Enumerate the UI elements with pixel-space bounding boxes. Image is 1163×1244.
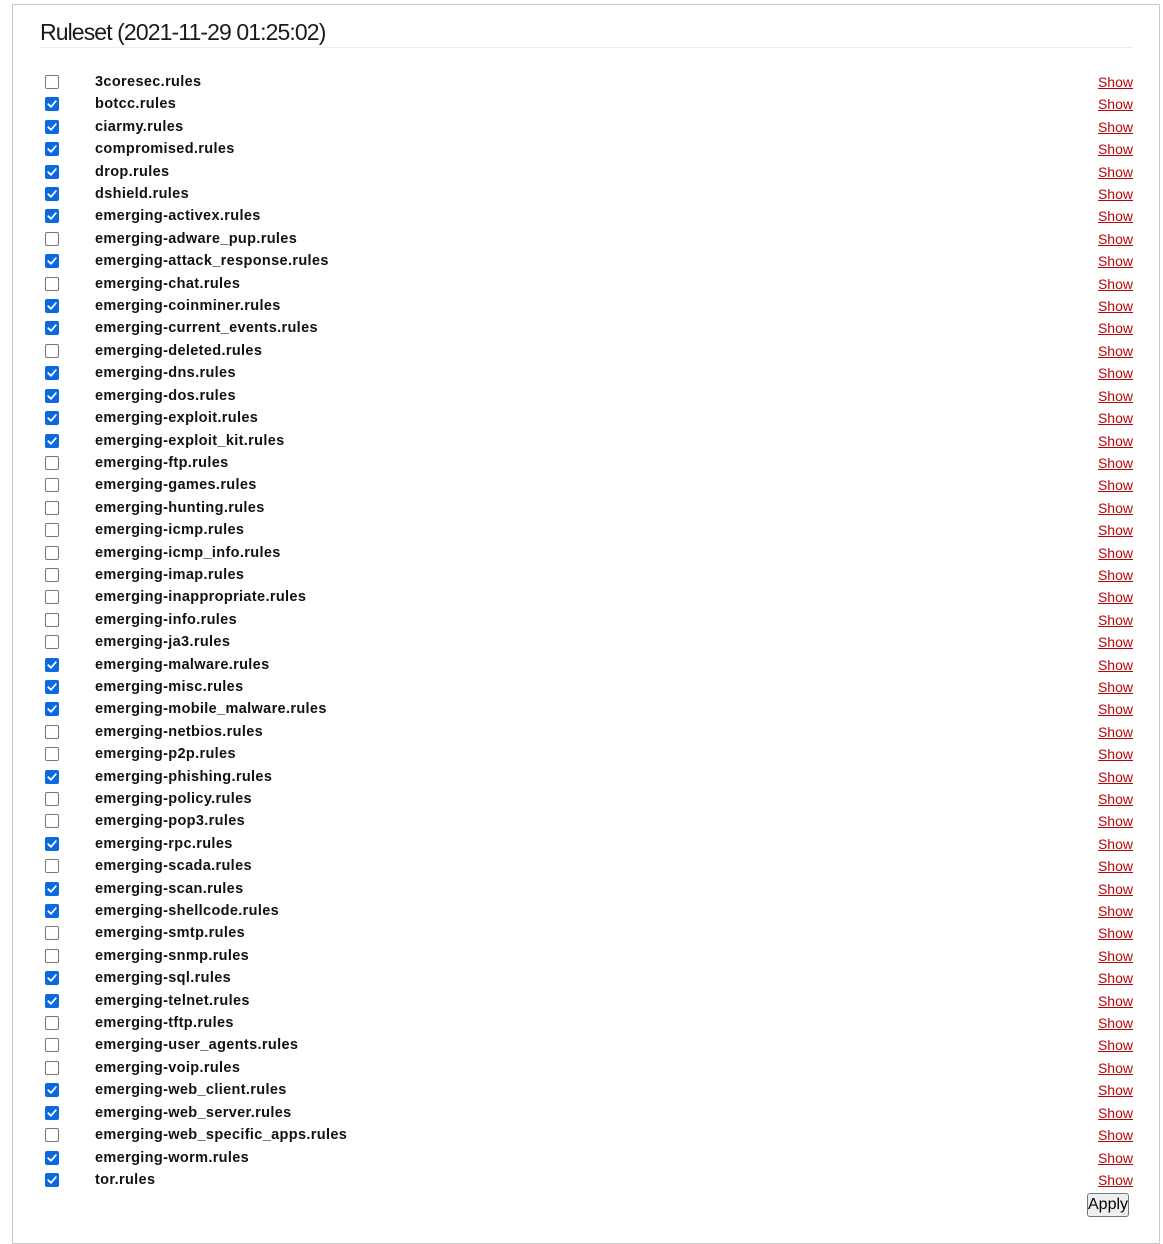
rule-name: emerging-web_server.rules [95,1104,292,1121]
show-link[interactable]: Show [1097,925,1133,942]
rule-row [40,474,1133,496]
rule-row [40,362,1133,384]
rule-name: emerging-misc.rules [95,678,244,695]
rule-row [40,1034,1133,1056]
rule-name: emerging-dns.rules [95,365,236,382]
checkmark-icon [47,1108,57,1118]
rule-checkbox[interactable] [45,994,59,1008]
rule-name: emerging-mobile_malware.rules [95,701,327,718]
show-link[interactable]: Show [1097,1037,1133,1054]
rule-name: emerging-web_specific_apps.rules [95,1127,348,1144]
rule-row [40,250,1133,272]
rule-checkbox[interactable] [45,1151,59,1165]
rule-name: ciarmy.rules [95,118,184,135]
checkmark-icon [47,682,57,692]
rule-row [40,205,1133,227]
checkmark-icon [47,436,57,446]
show-link[interactable]: Show [1097,365,1133,382]
rule-checkbox[interactable] [45,613,59,627]
rule-checkbox[interactable] [45,770,59,784]
rule-name: emerging-netbios.rules [95,723,264,740]
rule-checkbox[interactable] [45,882,59,896]
rule-name: emerging-tftp.rules [95,1015,234,1032]
show-link[interactable]: Show [1097,723,1133,740]
rule-name: emerging-hunting.rules [95,499,265,516]
rule-checkbox[interactable] [45,1106,59,1120]
rule-checkbox[interactable] [45,1016,59,1030]
show-link[interactable]: Show [1097,298,1133,315]
checkmark-icon [47,906,57,916]
apply-button[interactable]: Apply [1087,1193,1129,1217]
rule-checkbox[interactable] [45,792,59,806]
show-link[interactable]: Show [1097,791,1133,807]
rule-row [40,273,1133,295]
rule-name: emerging-scan.rules [95,880,244,897]
rule-row [40,161,1133,183]
checkmark-icon [47,1085,57,1095]
show-link[interactable]: Show [1097,74,1133,90]
checkmark-icon [47,144,57,154]
rule-row [40,407,1133,429]
show-link[interactable]: Show [1097,342,1133,359]
rule-checkbox[interactable] [45,1061,59,1075]
rule-name: emerging-adware_pup.rules [95,230,298,247]
checkmark-icon [47,323,57,333]
rule-name: emerging-current_events.rules [95,320,318,337]
checkmark-icon [47,772,57,782]
rule-name: emerging-policy.rules [95,791,252,807]
show-link[interactable]: Show [1097,634,1133,651]
show-link[interactable]: Show [1097,499,1133,516]
rule-row [40,1079,1133,1101]
show-link[interactable]: Show [1097,656,1133,673]
rule-checkbox[interactable] [45,747,59,761]
rule-row [40,1124,1133,1146]
show-link[interactable]: Show [1097,544,1133,561]
rule-name: emerging-attack_response.rules [95,253,329,270]
rule-row [40,698,1133,720]
rule-row [40,878,1133,900]
rule-name: 3coresec.rules [95,74,202,90]
show-link[interactable]: Show [1097,477,1133,494]
rule-row [40,676,1133,698]
rule-row [40,766,1133,788]
show-link[interactable]: Show [1097,566,1133,583]
checkmark-icon [47,189,57,199]
rule-checkbox[interactable] [45,1083,59,1097]
rule-name: emerging-rpc.rules [95,835,233,852]
rule-name: emerging-chat.rules [95,275,241,292]
rule-row [40,609,1133,631]
rule-checkbox[interactable] [45,344,59,358]
rule-name: emerging-worm.rules [95,1149,250,1166]
checkmark-icon [47,256,57,266]
rule-row [40,1057,1133,1079]
checkmark-icon [47,1175,57,1185]
checkmark-icon [47,301,57,311]
rule-checkbox[interactable] [45,165,59,179]
rule-row [40,228,1133,250]
show-link[interactable]: Show [1097,589,1133,606]
rule-row [40,71,1133,93]
rule-checkbox[interactable] [45,971,59,985]
rule-name: emerging-web_client.rules [95,1082,287,1099]
rule-checkbox[interactable] [45,254,59,268]
rule-checkbox[interactable] [45,725,59,739]
rule-name: emerging-sql.rules [95,970,232,987]
show-link[interactable]: Show [1097,410,1133,427]
checkmark-icon [47,99,57,109]
rule-checkbox[interactable] [45,523,59,537]
rule-checkbox[interactable] [45,277,59,291]
rule-row [40,1012,1133,1034]
show-link[interactable]: Show [1097,1104,1133,1121]
show-link[interactable]: Show [1097,1127,1133,1144]
rule-name: emerging-exploit.rules [95,410,259,427]
show-link[interactable]: Show [1097,947,1133,964]
show-link[interactable]: Show [1097,611,1133,628]
rule-name: emerging-telnet.rules [95,992,250,1009]
checkmark-icon [47,973,57,983]
rule-name: emerging-icmp_info.rules [95,544,281,561]
checkmark-icon [47,391,57,401]
rule-name: emerging-icmp.rules [95,522,245,539]
rule-name: compromised.rules [95,141,235,158]
rule-checkbox[interactable] [45,389,59,403]
show-link[interactable]: Show [1097,813,1133,830]
checkmark-icon [47,167,57,177]
rule-checkbox[interactable] [45,434,59,448]
rule-checkbox[interactable] [45,859,59,873]
checkmark-icon [47,839,57,849]
rule-name: emerging-activex.rules [95,208,261,225]
rule-row [40,317,1133,339]
rule-row [40,990,1133,1012]
ruleset-list [40,71,1133,1191]
rule-checkbox[interactable] [45,590,59,604]
rule-row [40,855,1133,877]
rule-checkbox[interactable] [45,456,59,470]
rule-checkbox[interactable] [45,209,59,223]
show-link[interactable]: Show [1097,96,1133,113]
rule-checkbox[interactable] [45,1173,59,1187]
rule-checkbox[interactable] [45,949,59,963]
show-link[interactable]: Show [1097,522,1133,539]
rule-checkbox[interactable] [45,187,59,201]
rule-row [40,900,1133,922]
rule-row [40,138,1133,160]
rule-checkbox[interactable] [45,321,59,335]
checkmark-icon [47,1153,57,1163]
show-link[interactable]: Show [1097,432,1133,449]
rule-name: emerging-snmp.rules [95,947,250,964]
rule-name: emerging-dos.rules [95,387,236,404]
page-title: Ruleset (2021-11-29 01:25:02) [40,18,1133,48]
show-link[interactable]: Show [1097,746,1133,763]
show-link[interactable]: Show [1097,858,1133,875]
rule-name: emerging-ftp.rules [95,454,229,471]
checkmark-icon [47,884,57,894]
rule-row [40,542,1133,564]
rule-checkbox[interactable] [45,411,59,425]
rule-name: emerging-pop3.rules [95,813,246,830]
rule-name: emerging-games.rules [95,477,257,494]
rule-checkbox[interactable] [45,232,59,246]
rule-name: tor.rules [95,1171,156,1188]
show-link[interactable]: Show [1097,992,1133,1009]
rule-checkbox[interactable] [45,1038,59,1052]
show-link[interactable]: Show [1097,163,1133,180]
rule-name: botcc.rules [95,96,177,113]
show-link[interactable]: Show [1097,454,1133,471]
rule-checkbox[interactable] [45,1128,59,1142]
rule-checkbox[interactable] [45,142,59,156]
rule-name: emerging-user_agents.rules [95,1037,299,1054]
rule-row [40,654,1133,676]
checkmark-icon [47,413,57,423]
show-link[interactable]: Show [1097,275,1133,292]
rule-checkbox[interactable] [45,658,59,672]
rule-checkbox[interactable] [45,299,59,313]
rule-name: emerging-inappropriate.rules [95,589,307,606]
rule-row [40,1147,1133,1169]
rule-checkbox[interactable] [45,568,59,582]
show-link[interactable]: Show [1097,1015,1133,1032]
show-link[interactable]: Show [1097,186,1133,203]
show-link[interactable]: Show [1097,701,1133,718]
show-link[interactable]: Show [1097,970,1133,987]
rule-row [40,788,1133,810]
rule-name: emerging-smtp.rules [95,925,246,942]
rule-checkbox[interactable] [45,702,59,716]
rule-checkbox[interactable] [45,75,59,89]
rule-checkbox[interactable] [45,814,59,828]
show-link[interactable]: Show [1097,1082,1133,1099]
show-link[interactable]: Show [1097,1171,1133,1188]
rule-name: emerging-phishing.rules [95,768,273,785]
rule-row [40,586,1133,608]
rule-checkbox[interactable] [45,501,59,515]
rule-row [40,452,1133,474]
rule-row [40,183,1133,205]
rule-row [40,631,1133,653]
rule-row [40,833,1133,855]
rule-name: emerging-ja3.rules [95,634,231,651]
show-link[interactable]: Show [1097,1059,1133,1076]
show-link[interactable]: Show [1097,768,1133,785]
rule-name: emerging-p2p.rules [95,746,236,763]
rule-name: emerging-imap.rules [95,566,245,583]
rule-row [40,1102,1133,1124]
rule-row [40,810,1133,832]
rule-checkbox[interactable] [45,926,59,940]
rule-name: emerging-info.rules [95,611,237,628]
rule-checkbox[interactable] [45,478,59,492]
rule-checkbox[interactable] [45,546,59,560]
show-link[interactable]: Show [1097,208,1133,225]
rule-checkbox[interactable] [45,680,59,694]
rule-checkbox[interactable] [45,366,59,380]
rule-row [40,519,1133,541]
checkmark-icon [47,996,57,1006]
rule-name: emerging-scada.rules [95,858,252,875]
rule-checkbox[interactable] [45,635,59,649]
rule-checkbox[interactable] [45,837,59,851]
rule-row [40,340,1133,362]
rule-checkbox[interactable] [45,904,59,918]
show-link[interactable]: Show [1097,141,1133,158]
rule-name: emerging-voip.rules [95,1059,241,1076]
rule-row [40,430,1133,452]
checkmark-icon [47,704,57,714]
rule-checkbox[interactable] [45,97,59,111]
rule-name: drop.rules [95,163,170,180]
rule-row [40,385,1133,407]
show-link[interactable]: Show [1097,678,1133,695]
show-link[interactable]: Show [1097,880,1133,897]
rule-name: emerging-deleted.rules [95,342,263,359]
checkmark-icon [47,122,57,132]
rule-name: emerging-shellcode.rules [95,903,280,920]
show-link[interactable]: Show [1097,230,1133,247]
rule-checkbox[interactable] [45,120,59,134]
rule-name: dshield.rules [95,186,189,203]
checkmark-icon [47,660,57,670]
rule-row [40,945,1133,967]
show-link[interactable]: Show [1097,253,1133,270]
rule-name: emerging-coinminer.rules [95,298,281,315]
rule-row [40,743,1133,765]
show-link[interactable]: Show [1097,835,1133,852]
rule-row [40,967,1133,989]
rule-row [40,93,1133,115]
rule-row [40,1169,1133,1191]
show-link[interactable]: Show [1097,118,1133,135]
show-link[interactable]: Show [1097,1149,1133,1166]
rule-row [40,922,1133,944]
rule-row [40,497,1133,519]
rule-row [40,295,1133,317]
rule-name: emerging-malware.rules [95,656,270,673]
checkmark-icon [47,211,57,221]
rule-row [40,721,1133,743]
checkmark-icon [47,368,57,378]
rule-row [40,564,1133,586]
rule-name: emerging-exploit_kit.rules [95,432,285,449]
show-link[interactable]: Show [1097,387,1133,404]
show-link[interactable]: Show [1097,903,1133,920]
rule-row [40,116,1133,138]
show-link[interactable]: Show [1097,320,1133,337]
